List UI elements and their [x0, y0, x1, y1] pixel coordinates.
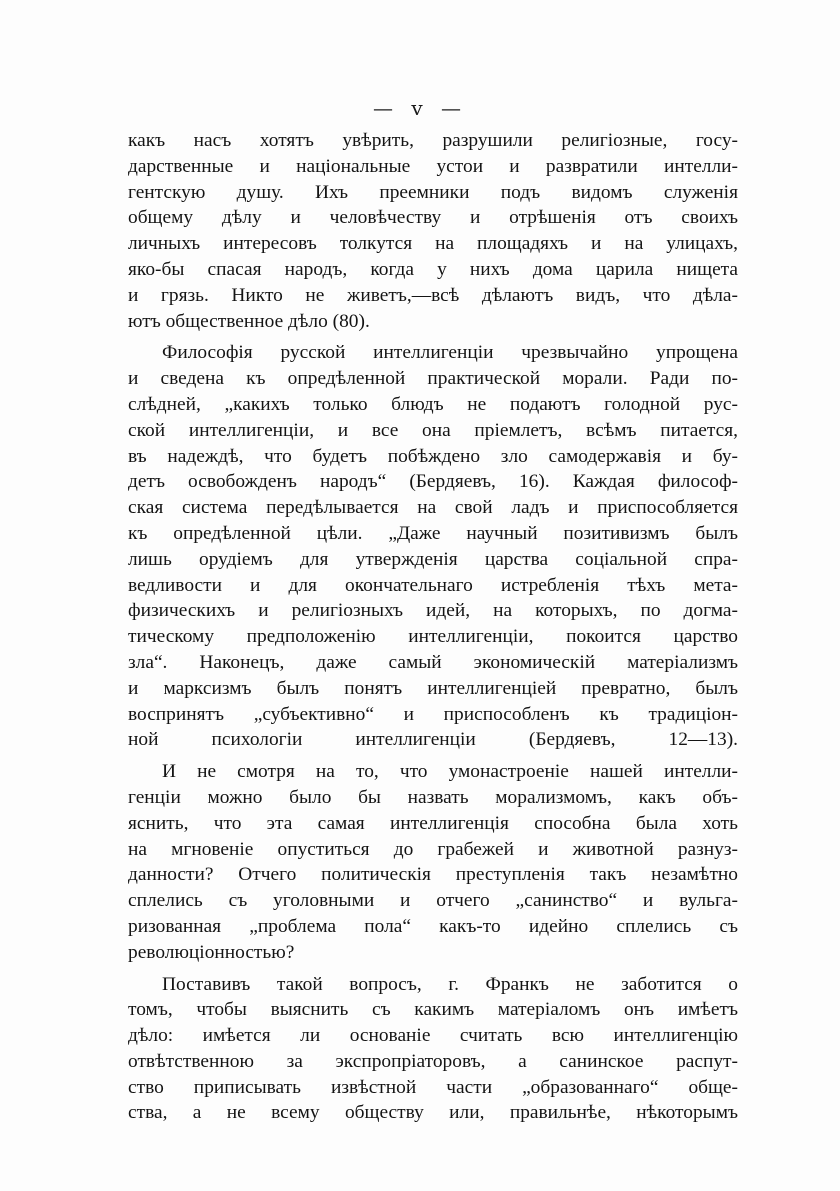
- text-line: Поставивъ такой вопросъ, г. Франкъ не заботится о: [162, 973, 738, 995]
- paragraph-1: [128, 128, 738, 334]
- text-line: лишь орудіемъ для утвержденія царства соціальной спра-: [128, 548, 738, 570]
- text-line: зла“. Наконецъ, даже самый экономическій матеріализмъ: [128, 651, 738, 673]
- text-line: ской интеллигенціи, и все она пріемлетъ, всѣмъ питается,: [128, 419, 738, 441]
- text-line: на мгновеніе опуститься до грабежей и животной разнуз-: [128, 838, 738, 860]
- paragraph-2: [128, 340, 738, 753]
- text-line: отвѣтственною за экспропріаторовъ, а санинское распут-: [128, 1050, 738, 1072]
- text-line: Философія русской интеллигенціи чрезвычайно упрощена: [162, 342, 738, 364]
- text-line: воспринятъ „субъективно“ и приспособленъ къ традиціон-: [128, 703, 738, 725]
- text-line: сплелись съ уголовными и отчего „санинство“ и вульга-: [128, 890, 738, 912]
- paragraph-3: [128, 759, 738, 965]
- text-line: личныхъ интересовъ толкутся на площадяхъ и на улицахъ,: [128, 233, 738, 255]
- text-line: тическому предположенію интеллигенціи, покоится царство: [128, 626, 738, 648]
- text-line: томъ, чтобы выяснить съ какимъ матеріаломъ онъ имѣетъ: [128, 999, 738, 1021]
- text-line: къ опредѣленной цѣли. „Даже научный позитивизмъ былъ: [128, 522, 738, 544]
- text-line: ютъ общественное дѣло (80).: [128, 310, 370, 332]
- text-line: гентскую душу. Ихъ преемники подъ видомъ служенія: [128, 181, 738, 203]
- text-line: ведливости и для окончательнаго истребленія тѣхъ мета-: [128, 574, 738, 596]
- text-line: И не смотря на то, что умонастроеніе нашей интелли-: [162, 761, 738, 783]
- text-line: общему дѣлу и человѣчеству и отрѣшенія отъ своихъ: [128, 207, 738, 229]
- text-line: ская система передѣлывается на свой ладъ и приспособляется: [128, 497, 738, 519]
- text-line: революціонностью?: [128, 941, 295, 963]
- text-line: ризованная „проблема пола“ какъ-то идейно сплелись съ: [128, 915, 738, 937]
- text-line: дарственные и національные устои и развратили интелли-: [128, 155, 738, 177]
- body-text: [128, 128, 738, 1132]
- page-number: — v —: [372, 96, 467, 120]
- text-line: и грязь. Никто не живетъ,—всѣ дѣлаютъ видъ, что дѣла-: [128, 284, 738, 306]
- paragraph-4: [128, 972, 738, 1127]
- text-line: ство приписывать извѣстной части „образованнаго“ обще-: [128, 1076, 738, 1098]
- text-line: и марксизмъ былъ понятъ интеллигенціей превратно, былъ: [128, 677, 738, 699]
- text-line: въ надеждѣ, что будетъ побѣждено зло самодержавія и бу-: [128, 445, 738, 467]
- text-line: яко-бы спасая народъ, когда у нихъ дома царила нищета: [128, 258, 738, 280]
- text-line: физическихъ и религіозныхъ идей, на которыхъ, по догма-: [128, 600, 738, 622]
- text-line: данности? Отчего политическія преступленія такъ незамѣтно: [128, 864, 738, 886]
- text-line: генціи можно было бы назвать морализмомъ, какъ объ-: [128, 786, 738, 808]
- text-line: ства, а не всему обществу или, правильнѣе, нѣкоторымъ: [128, 1102, 738, 1124]
- text-line: детъ освобожденъ народъ“ (Бердяевъ, 16). Каждая философ-: [128, 471, 738, 493]
- text-line: какъ насъ хотятъ увѣрить, разрушили религіозные, госу-: [128, 130, 738, 151]
- text-line: дѣло: имѣется ли основаніе считать всю интеллигенцію: [128, 1025, 738, 1047]
- text-line: слѣдней, „какихъ только блюдъ не подаютъ голодной рус-: [128, 393, 738, 415]
- text-line: яснить, что эта самая интеллигенція способна была хоть: [128, 812, 738, 834]
- text-line: и сведена къ опредѣленной практической морали. Ради по-: [128, 368, 738, 390]
- text-line: ной психологіи интеллигенціи (Бердяевъ, 12—13).: [128, 729, 738, 751]
